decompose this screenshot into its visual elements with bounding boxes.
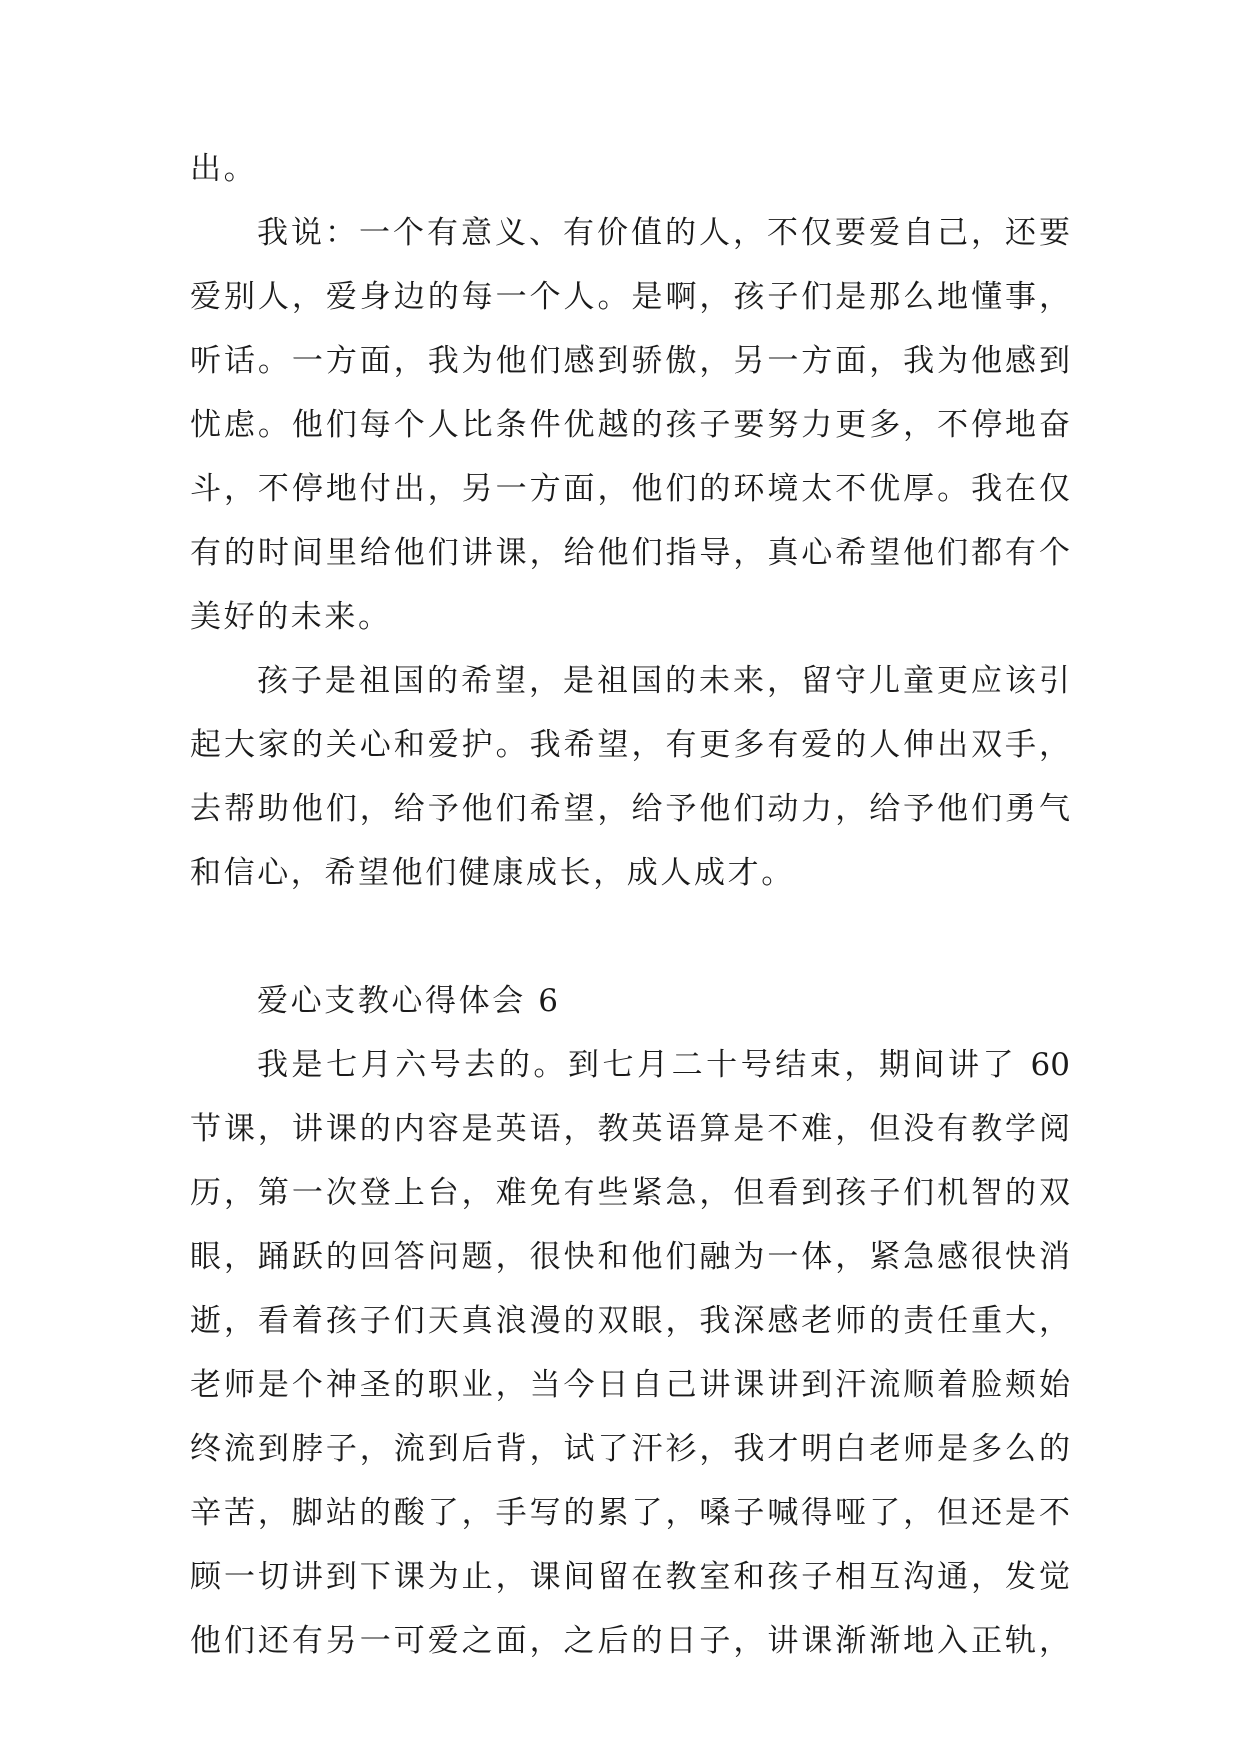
text-line: 去帮助他们，给予他们希望，给予他们动力，给予他们勇气 bbox=[190, 791, 1070, 827]
text-line: 辛苦，脚站的酸了，手写的累了，嗓子喊得哑了，但还是不 bbox=[190, 1495, 1070, 1531]
paragraph-first-line: 孩子是祖国的希望，是祖国的未来，留守儿童更应该引 bbox=[257, 663, 1070, 699]
text-line: 终流到脖子，流到后背，试了汗衫，我才明白老师是多么的 bbox=[190, 1431, 1070, 1467]
text-line: 老师是个神圣的职业，当今日自己讲课讲到汗流顺着脸颊始 bbox=[190, 1367, 1070, 1403]
paragraph-first-line: 我说：一个有意义、有价值的人，不仅要爱自己，还要 bbox=[257, 215, 1070, 251]
text-line: 忧虑。他们每个人比条件优越的孩子要努力更多，不停地奋 bbox=[190, 407, 1070, 443]
text-line: 爱别人，爱身边的每一个人。是啊，孩子们是那么地懂事， bbox=[190, 279, 1070, 315]
text-line: 节课，讲课的内容是英语，教英语算是不难，但没有教学阅 bbox=[190, 1111, 1070, 1147]
text-line: 顾一切讲到下课为止，课间留在教室和孩子相互沟通，发觉 bbox=[190, 1559, 1070, 1595]
text-line: 美好的未来。 bbox=[190, 599, 392, 635]
text-line: 他们还有另一可爱之面，之后的日子，讲课渐渐地入正轨， bbox=[190, 1623, 1070, 1659]
text-line: 眼，踊跃的回答问题，很快和他们融为一体，紧急感很快消 bbox=[190, 1239, 1070, 1275]
text-line: 出。 bbox=[190, 151, 258, 187]
text-line: 有的时间里给他们讲课，给他们指导，真心希望他们都有个 bbox=[190, 535, 1070, 571]
text-line: 起大家的关心和爱护。我希望，有更多有爱的人伸出双手， bbox=[190, 727, 1070, 763]
text-line: 逝，看着孩子们天真浪漫的双眼，我深感老师的责任重大， bbox=[190, 1303, 1070, 1339]
text-line: 斗，不停地付出，另一方面，他们的环境太不优厚。我在仅 bbox=[190, 471, 1070, 507]
text-line: 历，第一次登上台，难免有些紧急，但看到孩子们机智的双 bbox=[190, 1175, 1070, 1211]
section-heading: 爱心支教心得体会 6 bbox=[257, 983, 561, 1019]
text-line: 听话。一方面，我为他们感到骄傲，另一方面，我为他感到 bbox=[190, 343, 1070, 379]
text-line: 和信心，希望他们健康成长，成人成才。 bbox=[190, 855, 795, 891]
paragraph-first-line: 我是七月六号去的。到七月二十号结束，期间讲了 60 bbox=[257, 1047, 1070, 1083]
